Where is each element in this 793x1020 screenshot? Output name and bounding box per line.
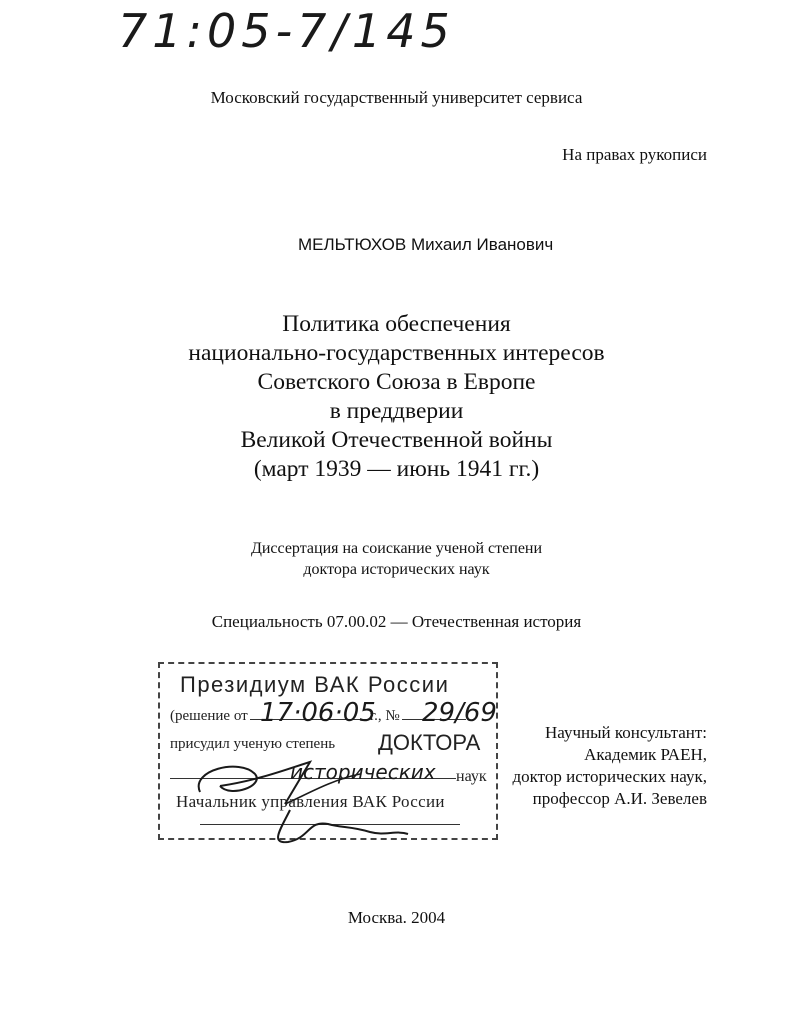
stamp-date-handwritten: 17·06·05 [260, 698, 376, 728]
title-line: Политика обеспечения [282, 311, 511, 337]
author-name: МЕЛЬТЮХОВ Михаил Иванович [298, 235, 554, 254]
city-year: Москва. 2004 [347, 908, 446, 927]
title-line: Советского Союза в Европе [257, 369, 536, 395]
title-line: в преддверии [329, 398, 464, 424]
stamp-decision-middle: г., № [369, 708, 400, 724]
stamp-degree: ДОКТОРА [378, 730, 481, 755]
title-line: национально-государственных интересов [188, 340, 605, 366]
stamp-number-handwritten: 29/69 [422, 698, 497, 728]
scientific-consultant [512, 722, 707, 810]
archive-number: 71:05-7/145 [118, 4, 455, 58]
specialty: Специальность 07.00.02 — Отечественная история [211, 612, 582, 631]
consultant-name: профессор А.И. Зевелев [532, 789, 707, 808]
stamp-field-handwritten: исторических [290, 760, 436, 784]
handwritten-signature [160, 740, 420, 850]
dissertation-line: доктора исторических наук [303, 561, 490, 578]
rights-notice: На правах рукописи [562, 145, 707, 164]
stamp-chief: Начальник управления ВАК России [176, 792, 445, 811]
stamp-decision-prefix: (решение от [170, 708, 248, 724]
consultant-degree: доктор исторических наук, [512, 767, 707, 786]
consultant-rank: Академик РАЕН, [584, 745, 707, 764]
dissertation-type [0, 538, 793, 580]
title-line: Великой Отечественной войны [240, 427, 553, 453]
stamp-title: Президиум ВАК России [180, 672, 450, 697]
stamp-awarded-prefix: присудил ученую степень [170, 736, 336, 752]
dissertation-line: Диссертация на соискание ученой степени [250, 540, 543, 557]
stamp-field-suffix: наук [456, 768, 487, 785]
title-line: (март 1939 — июнь 1941 гг.) [253, 456, 540, 482]
university-name: Московский государственный университет сервиса [210, 88, 583, 107]
dissertation-title [0, 310, 793, 484]
consultant-label: Научный консультант: [545, 723, 707, 742]
